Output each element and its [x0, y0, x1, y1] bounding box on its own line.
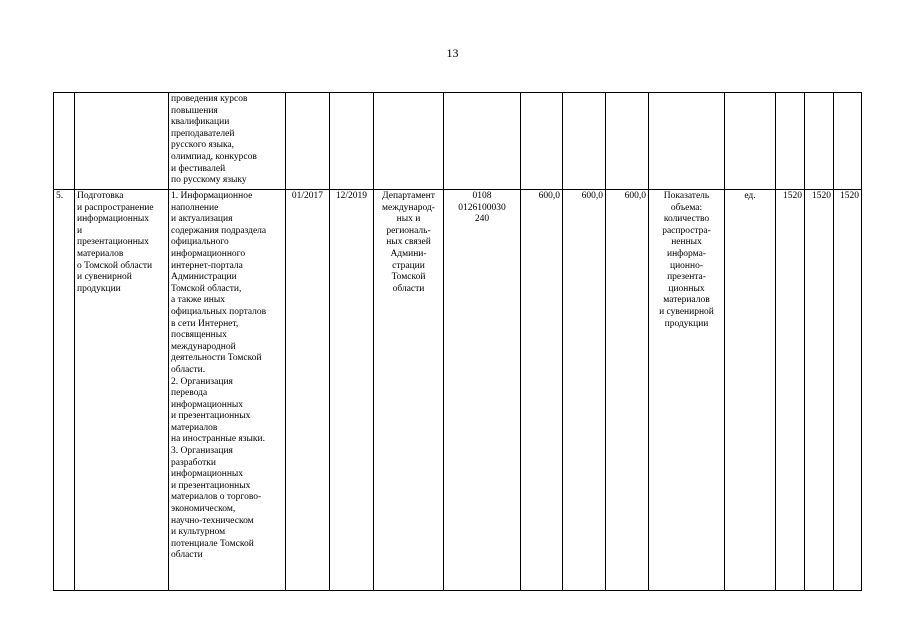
cell-num: 5.	[54, 190, 75, 591]
cell-amount-y2	[606, 93, 649, 190]
cell-amount-total: 600,0	[521, 190, 563, 591]
cell-amount-y1: 600,0	[563, 190, 606, 591]
cell-value-3: 1520	[834, 190, 862, 591]
cell-executor	[374, 93, 444, 190]
cell-value-1	[776, 93, 805, 190]
cell-value-1: 1520	[776, 190, 805, 591]
table-row-5	[54, 190, 862, 591]
cell-unit: ед.	[725, 190, 776, 591]
cell-value-2: 1520	[805, 190, 834, 591]
cell-start	[286, 93, 330, 190]
cell-end: 12/2019	[330, 190, 374, 591]
table-row-continuation	[54, 93, 862, 190]
cell-activity: 1. Информационное наполнение и актуализация содержания подраздела официального информационного интернет-портала Администрации Томской области, а также иных официальных порталов в сети Интернет, посвященных международной деятельности Томской области. 2. Организация перевода информационных и презентационных материалов на иностранные языки. 3. Организация разработки информационных и презентационных материалов о торгово- экономическом, научно-техническом и культурном потенциале Томской области	[169, 190, 286, 591]
cell-value-3	[834, 93, 862, 190]
cell-indicator	[649, 93, 725, 190]
cell-num	[54, 93, 75, 190]
cell-amount-y2: 600,0	[606, 190, 649, 591]
cell-indicator: Показатель объема: количество распростра- ненных информа- ционно- презента- ционных материалов и сувенирной продукции	[649, 190, 725, 591]
cell-unit	[725, 93, 776, 190]
cell-task: Подготовка и распространение информационных и презентационных материалов о Томской области и сувенирной продукции	[75, 190, 169, 591]
program-table	[53, 92, 862, 591]
cell-value-2	[805, 93, 834, 190]
cell-executor: Департамент международ- ных и региональ- ных связей Админи- страции Томской области	[374, 190, 444, 591]
cell-amount-total	[521, 93, 563, 190]
cell-task	[75, 93, 169, 190]
page-number: 13	[446, 46, 459, 60]
cell-kbk: 0108 0126100030 240	[444, 190, 521, 591]
cell-activity: проведения курсов повышения квалификации преподавателей русского языка, олимпиад, конкурсов и фестивалей по русскому языку	[169, 93, 286, 190]
cell-kbk	[444, 93, 521, 190]
cell-amount-y1	[563, 93, 606, 190]
cell-start: 01/2017	[286, 190, 330, 591]
cell-end	[330, 93, 374, 190]
